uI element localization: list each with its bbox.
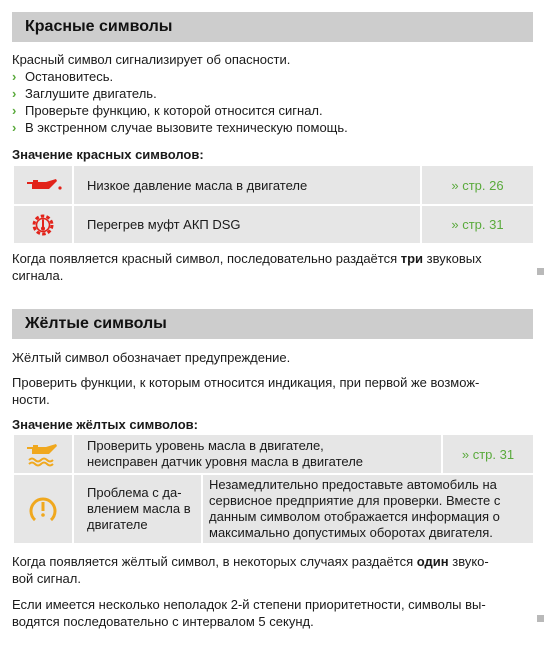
chevron-right-icon: › xyxy=(12,86,17,101)
chevron-right-icon: › xyxy=(12,120,17,135)
oil-level-icon xyxy=(13,434,73,474)
yellow-note-2-line-2: водятся последовательно с интервалом 5 секунд. xyxy=(12,614,314,629)
gear-temperature-icon xyxy=(13,205,73,244)
yellow-check-line-1: Проверить функции, к которым относится индикация, при первой же возмож- xyxy=(12,375,480,390)
chevron-right-icon: › xyxy=(12,69,17,84)
chevron-right-icon: › xyxy=(12,103,17,118)
yellow-row-1-link[interactable]: » стр. 31 xyxy=(442,434,534,474)
table-row xyxy=(13,474,534,544)
red-step-2: › Заглушите двигатель. xyxy=(12,86,157,101)
red-symbols-table xyxy=(12,164,535,245)
yellow-row-2-description: Незамедлительно предоставьте автомобиль на сервисное предприятие для проверки. Вместе с данным символом отображается информация о максимально допустимых оборотах двигателя. xyxy=(202,474,534,544)
yellow-row-2-text: Проблема с да- влением масла в двигателе xyxy=(73,474,202,544)
red-row-1-text: Низкое давление масла в двигателе xyxy=(73,165,421,205)
red-intro: Красный символ сигнализирует об опасности. xyxy=(12,52,291,67)
yellow-intro: Жёлтый символ обозначает предупреждение. xyxy=(12,350,291,365)
yellow-note-1-line-2: вой сигнал. xyxy=(12,571,81,586)
red-meaning-title: Значение красных символов: xyxy=(12,147,204,162)
yellow-row-1-text: Проверить уровень масла в двигателе, неисправен датчик уровня масла в двигателе xyxy=(73,434,442,474)
red-step-3: › Проверьте функцию, к которой относится сигнал. xyxy=(12,103,323,118)
red-step-1: › Остановитесь. xyxy=(12,69,114,84)
section-end-marker xyxy=(537,268,544,275)
red-step-4: › В экстренном случае вызовите техническую помощь. xyxy=(12,120,348,135)
table-row xyxy=(13,205,534,244)
yellow-meaning-title: Значение жёлтых символов: xyxy=(12,417,199,432)
table-row xyxy=(13,434,534,474)
red-row-2-text: Перегрев муфт АКП DSG xyxy=(73,205,421,244)
red-note-line-2: сигнала. xyxy=(12,268,64,283)
red-section-title: Красные символы xyxy=(12,12,533,42)
red-note-line-1: Когда появляется красный символ, последовательно раздаётся три звуковых xyxy=(12,251,482,266)
yellow-note-1-line-1: Когда появляется жёлтый символ, в некоторых случаях раздаётся один звуко- xyxy=(12,554,489,569)
red-row-2-link[interactable]: » стр. 31 xyxy=(421,205,534,244)
section-end-marker xyxy=(537,615,544,622)
yellow-section-title: Жёлтые символы xyxy=(12,309,533,339)
yellow-symbols-table xyxy=(12,433,535,545)
oil-can-icon xyxy=(13,165,73,205)
oil-pressure-warning-icon xyxy=(13,474,73,544)
yellow-note-2-line-1: Если имеется несколько неполадок 2-й степени приоритетности, символы вы- xyxy=(12,597,486,612)
red-row-1-link[interactable]: » стр. 26 xyxy=(421,165,534,205)
yellow-check-line-2: ности. xyxy=(12,392,50,407)
table-row xyxy=(13,165,534,205)
